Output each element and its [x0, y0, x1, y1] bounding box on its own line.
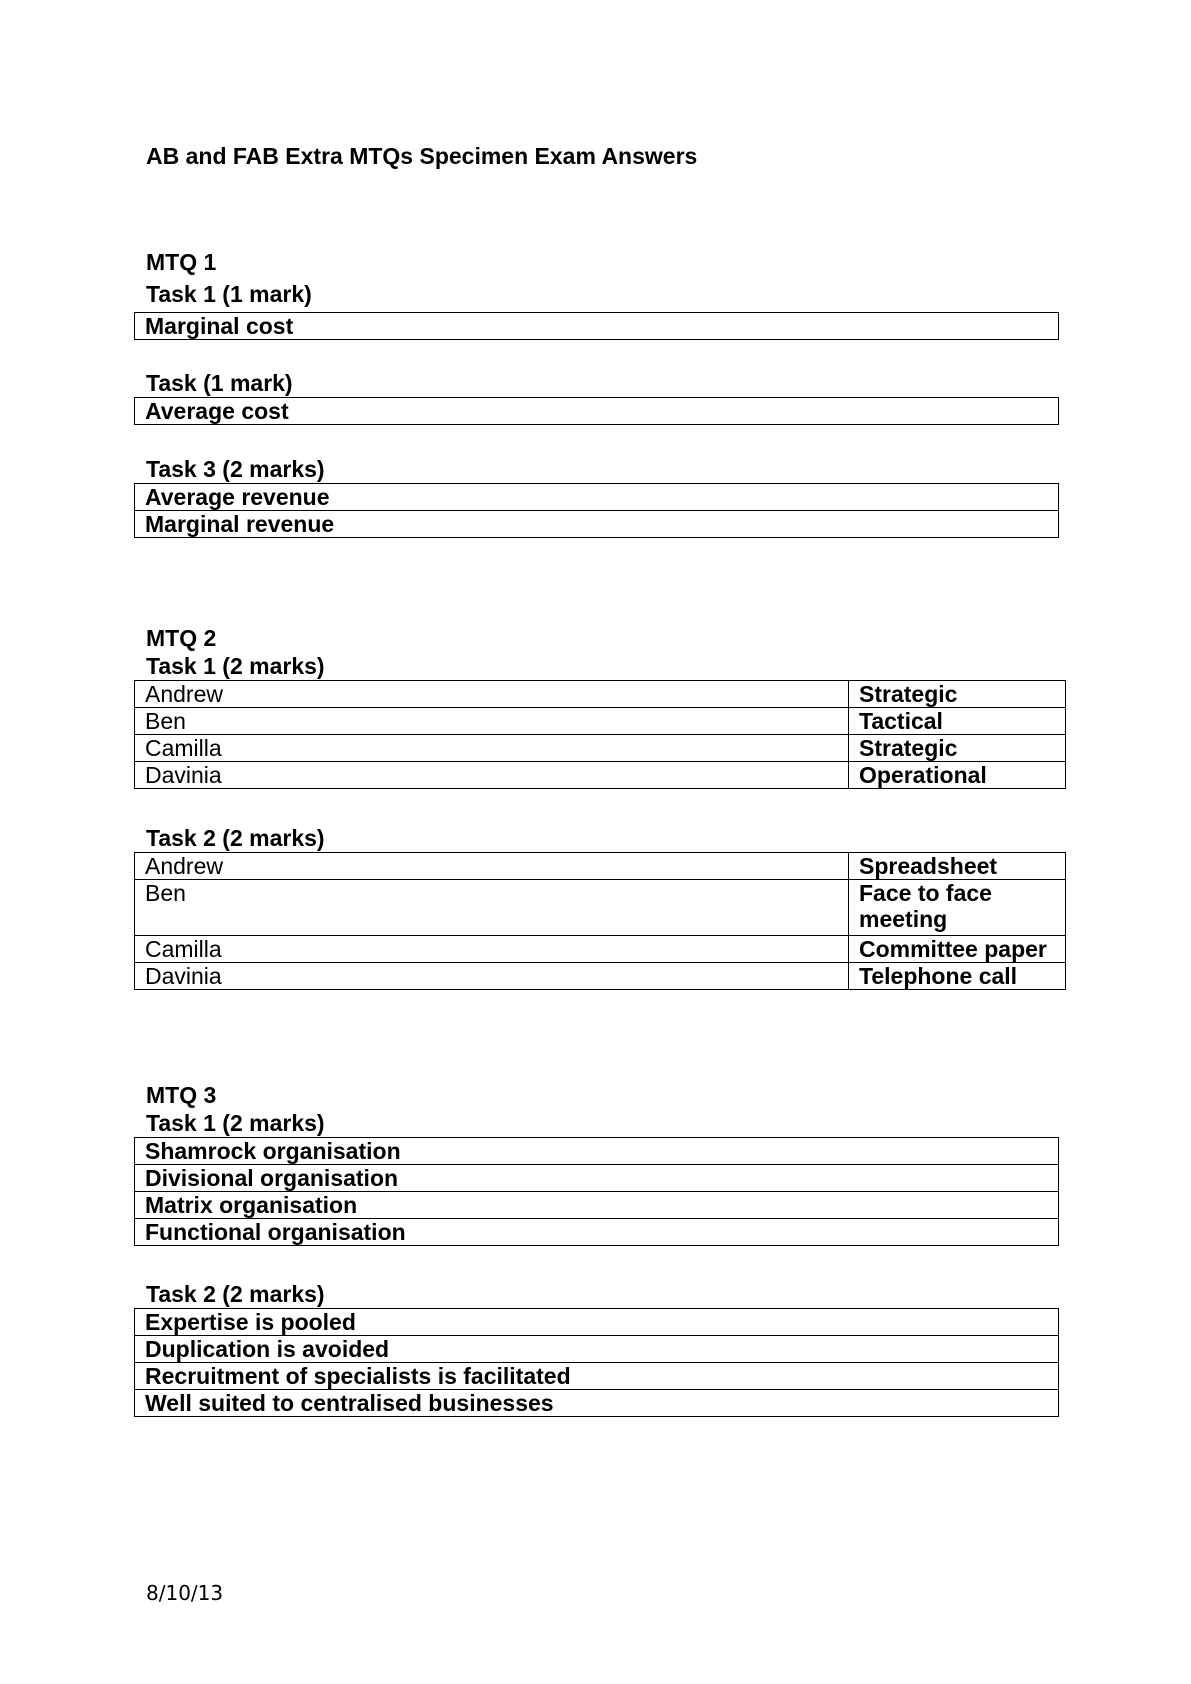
page-title: AB and FAB Extra MTQs Specimen Exam Answers [146, 143, 698, 169]
answer-cell: Committee paper [849, 936, 1066, 963]
answer-cell: Tactical [849, 708, 1066, 735]
mtq3-task2-table [134, 1308, 1059, 1417]
mtq1-task1-table [134, 312, 1059, 340]
mtq1-task1-heading: Task 1 (1 mark) [146, 281, 312, 307]
mtq1-task3-table [134, 483, 1059, 538]
mtq1-task2-heading: Task (1 mark) [146, 370, 293, 396]
name-cell: Camilla [135, 936, 849, 963]
answer-cell: Operational [849, 762, 1066, 789]
answer-cell: Average cost [135, 398, 1059, 425]
name-cell: Davinia [135, 762, 849, 789]
mtq2-task1-table [134, 680, 1066, 789]
table-row [135, 1363, 1059, 1390]
answer-cell: Face to face meeting [849, 880, 1066, 936]
table-row [135, 1336, 1059, 1363]
table-row [135, 1309, 1059, 1336]
answer-cell: Spreadsheet [849, 853, 1066, 880]
answer-cell: Duplication is avoided [135, 1336, 1059, 1363]
answer-cell: Expertise is pooled [135, 1309, 1059, 1336]
name-cell: Ben [135, 880, 849, 936]
answer-cell: Average revenue [135, 484, 1059, 511]
answer-cell: Marginal cost [135, 313, 1059, 340]
answer-cell: Strategic [849, 681, 1066, 708]
mtq1-task3-heading: Task 3 (2 marks) [146, 456, 325, 482]
table-row [135, 1165, 1059, 1192]
mtq3-task1-table [134, 1137, 1059, 1246]
table-row [135, 880, 1066, 936]
footer-date: 8/10/13 [146, 1581, 224, 1605]
table-row [135, 762, 1066, 789]
table-row [135, 681, 1066, 708]
table-row [135, 963, 1066, 990]
table-row [135, 1219, 1059, 1246]
table-row [135, 1138, 1059, 1165]
table-row [135, 398, 1059, 425]
answer-cell: Divisional organisation [135, 1165, 1059, 1192]
name-cell: Andrew [135, 853, 849, 880]
table-row [135, 313, 1059, 340]
answer-cell: Marginal revenue [135, 511, 1059, 538]
table-row [135, 708, 1066, 735]
name-cell: Andrew [135, 681, 849, 708]
name-cell: Camilla [135, 735, 849, 762]
answer-cell: Shamrock organisation [135, 1138, 1059, 1165]
mtq2-task2-heading: Task 2 (2 marks) [146, 825, 325, 851]
table-row [135, 484, 1059, 511]
mtq2-task1-heading: Task 1 (2 marks) [146, 653, 325, 679]
answer-cell: Telephone call [849, 963, 1066, 990]
answer-cell: Strategic [849, 735, 1066, 762]
answer-cell: Well suited to centralised businesses [135, 1390, 1059, 1417]
answer-cell: Recruitment of specialists is facilitated [135, 1363, 1059, 1390]
mtq1-task2-table [134, 397, 1059, 425]
mtq3-heading: MTQ 3 [146, 1082, 217, 1108]
name-cell: Ben [135, 708, 849, 735]
table-row [135, 511, 1059, 538]
table-row [135, 735, 1066, 762]
table-row [135, 936, 1066, 963]
mtq2-task2-table [134, 852, 1066, 990]
mtq3-task1-heading: Task 1 (2 marks) [146, 1110, 325, 1136]
table-row [135, 1390, 1059, 1417]
mtq2-heading: MTQ 2 [146, 625, 217, 651]
table-row [135, 1192, 1059, 1219]
answer-cell: Matrix organisation [135, 1192, 1059, 1219]
answer-cell: Functional organisation [135, 1219, 1059, 1246]
mtq3-task2-heading: Task 2 (2 marks) [146, 1281, 325, 1307]
mtq1-heading: MTQ 1 [146, 249, 217, 275]
table-row [135, 853, 1066, 880]
name-cell: Davinia [135, 963, 849, 990]
